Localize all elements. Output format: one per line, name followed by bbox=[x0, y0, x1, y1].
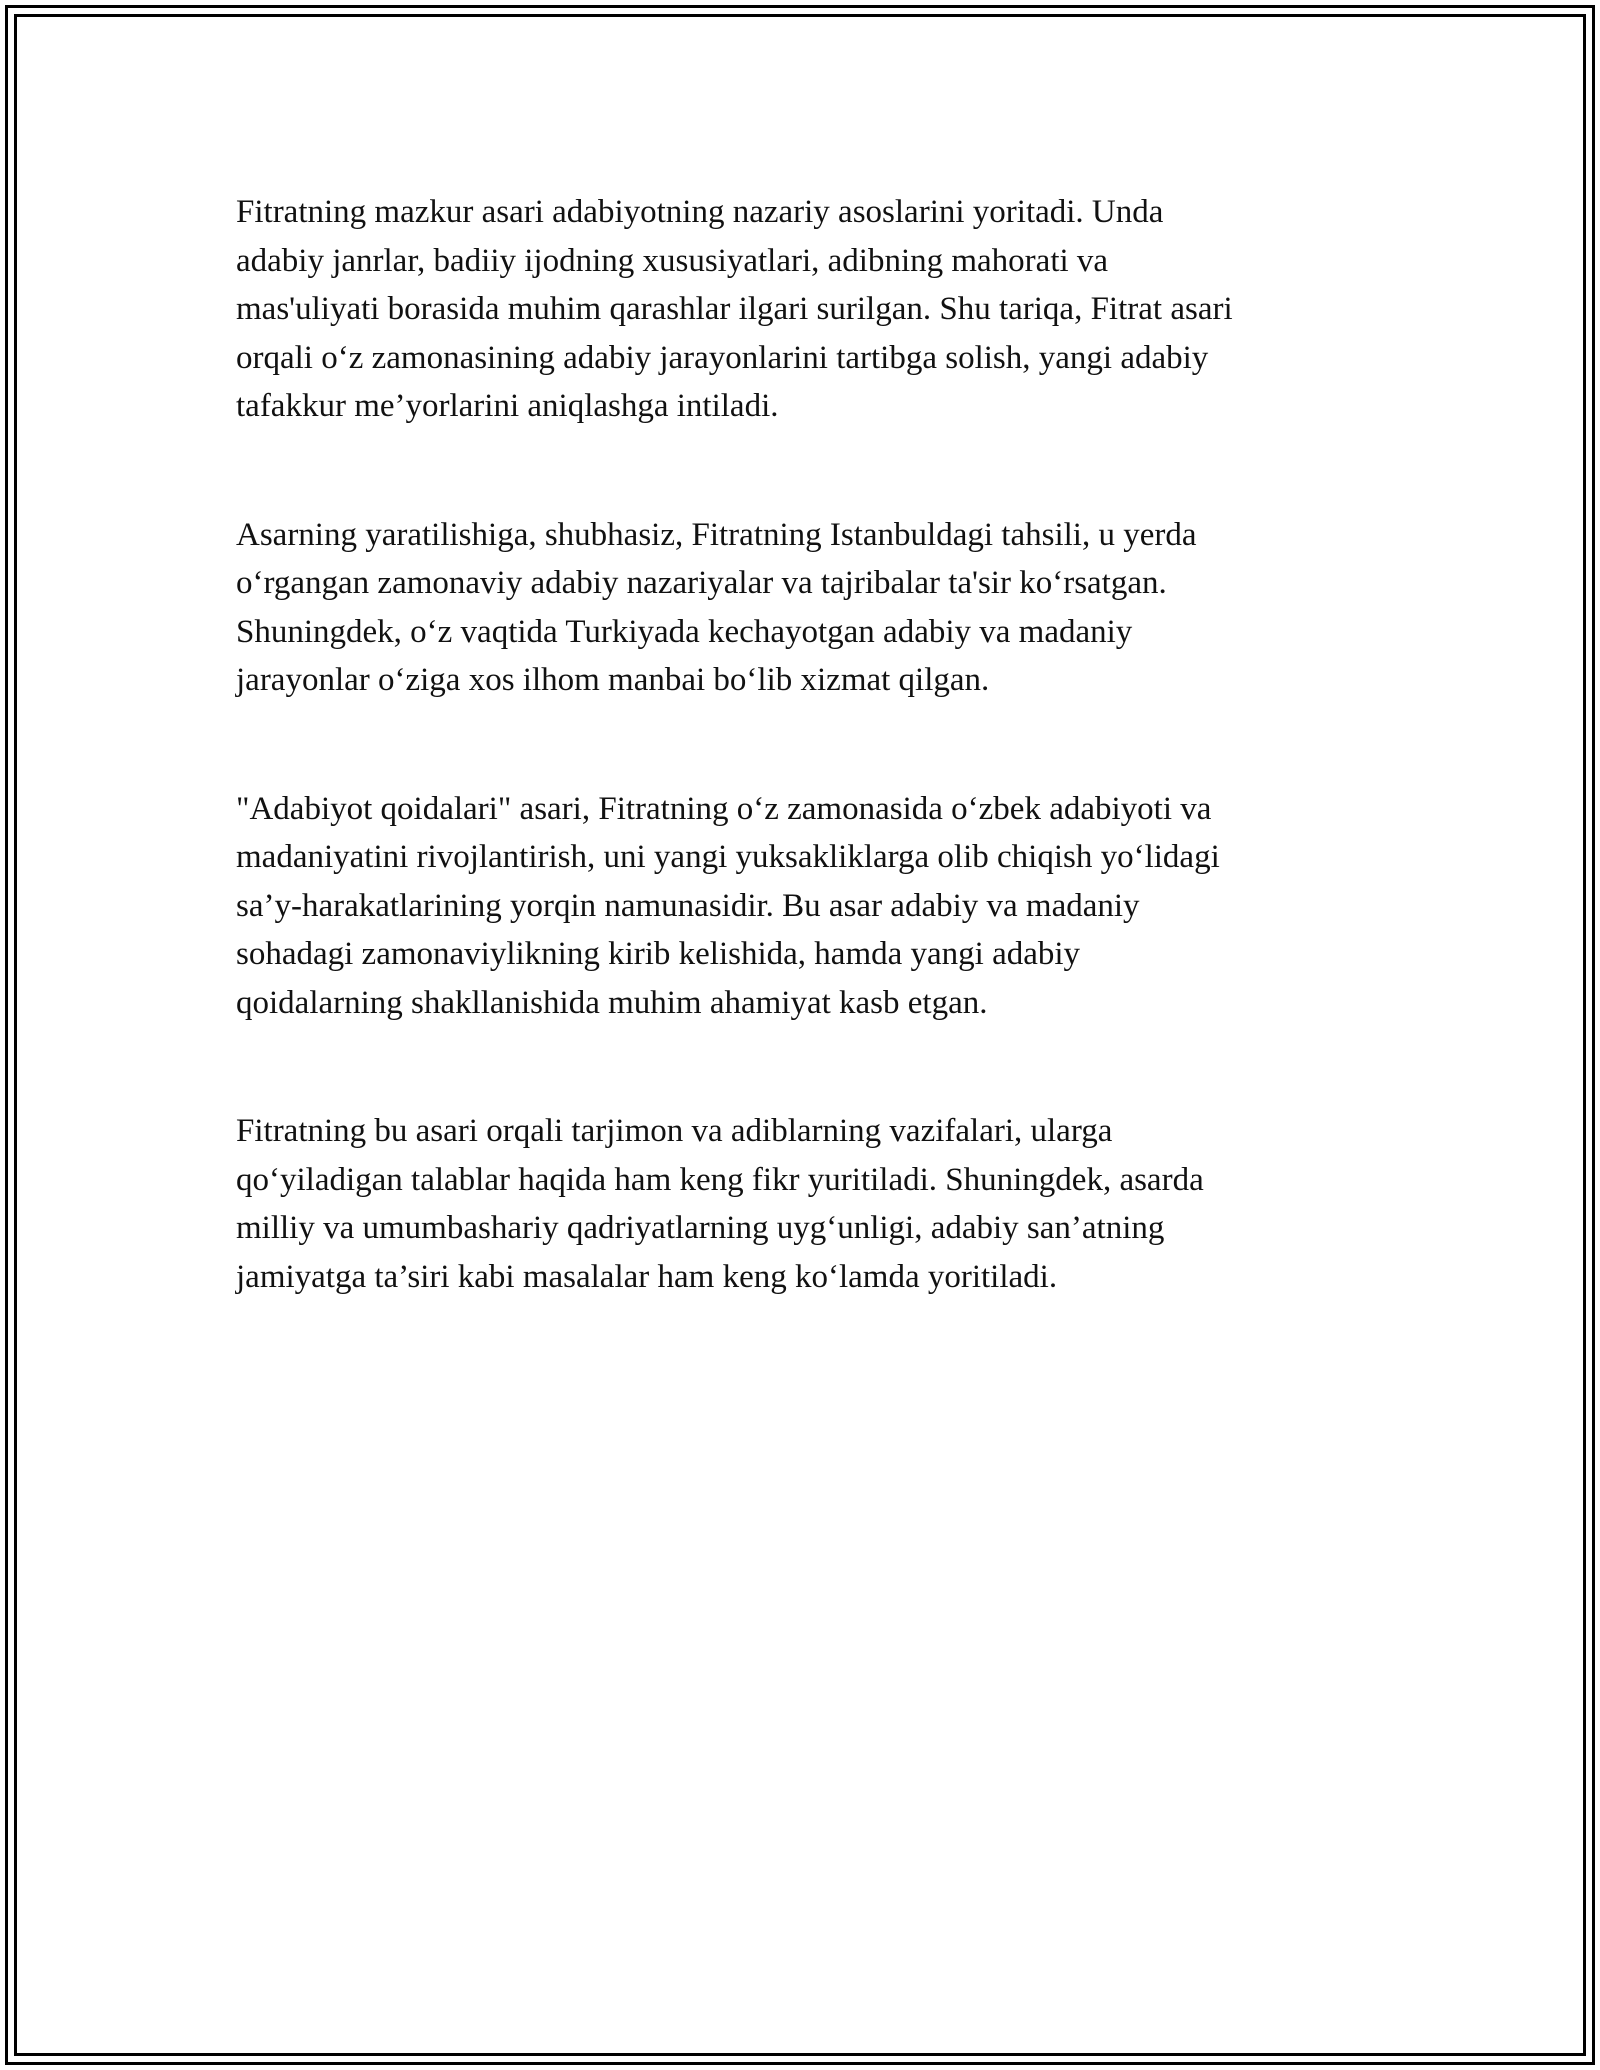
paragraph-2: Asarning yaratilishiga, shubhasiz, Fitratning Istanbuldagi tahsili, u yerda o‘rgangan zamonaviy adabiy nazariyalar va tajribalar ta'sir ko‘rsatgan. Shuningdek, o‘z vaqtida Turkiyada kechayotgan adabiy va madaniy jarayonlar o‘ziga xos ilhom manbai bo‘lib xizmat qilgan. bbox=[236, 516, 1197, 698]
paragraph-3: "Adabiyot qoidalari" asari, Fitratning o‘z zamonasida o‘zbek adabiyoti va madaniyatini rivojlantirish, uni yangi yuksakliklarga olib chiqish yo‘lidagi sa’y-harakatlarining yorqin namunasidir. Bu asar adabiy va madaniy sohadagi zamonaviylikning kirib kelishida, hamda yangi adabiy qoidalarning shakllanishida muhim ahamiyat kasb etgan. bbox=[236, 790, 1220, 1021]
paragraph-4: Fitratning bu asari orqali tarjimon va adiblarning vazifalari, ularga qo‘yiladigan talablar haqida ham keng fikr yuritiladi. Shuningdek, asarda milliy va umumbashariy qadriyatlarning uyg‘unligi, adabiy san’atning jamiyatga ta’siri kabi masalalar ham keng ko‘lamda yoritiladi. bbox=[236, 1113, 1204, 1295]
paragraph-1: Fitratning mazkur asari adabiyotning nazariy asoslarini yoritadi. Unda adabiy janrlar, badiiy ijodning xususiyatlari, adibning mahorati va mas'uliyati borasida muhim qarashlar ilgari surilgan. Shu tariqa, Fitrat asari orqali o‘z zamonasining adabiy jarayonlarini tartibga solish, yangi adabiy tafakkur me’yorlarini aniqlashga intiladi. bbox=[236, 194, 1233, 424]
document-body bbox=[236, 188, 1386, 1301]
